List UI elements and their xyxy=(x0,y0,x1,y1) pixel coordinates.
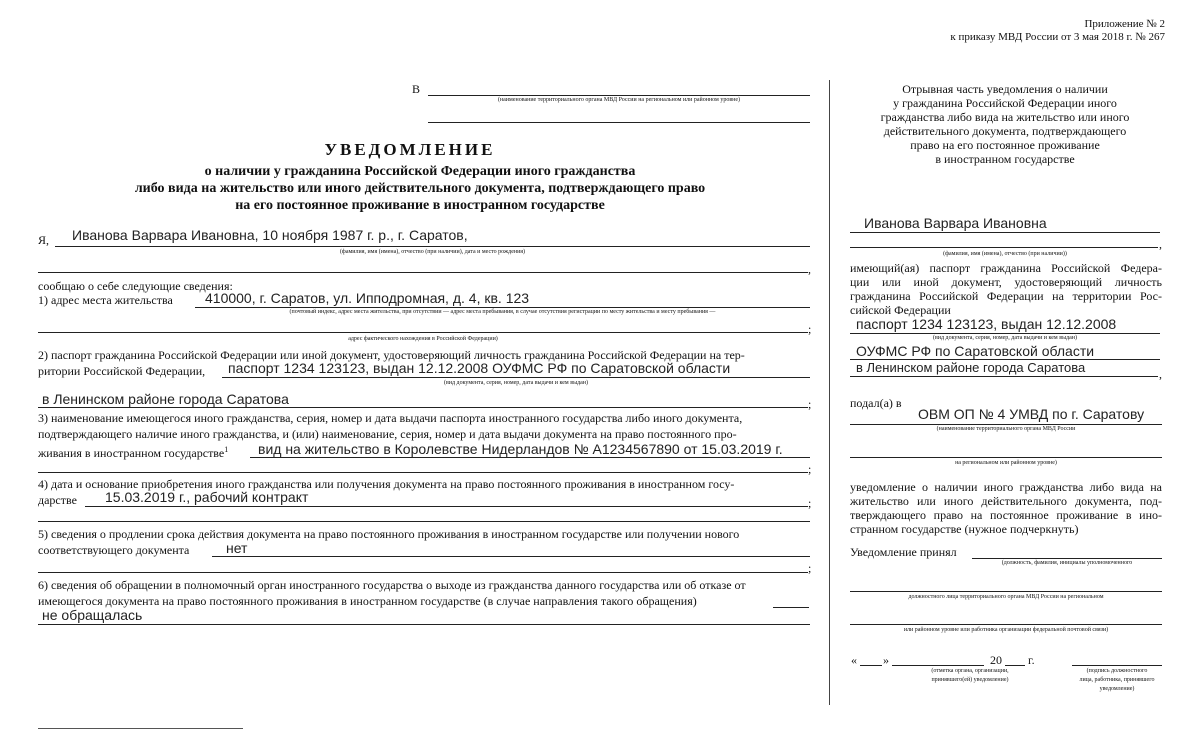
intro-text: сообщаю о себе следующие сведения: xyxy=(38,279,233,293)
item3-line-2 xyxy=(38,472,808,473)
item3-line-2: подтверждающего наличие иного гражданства, и (или) наименование, серия, номер и дата выдачи документа на право постоянного про- xyxy=(38,427,737,441)
tear-off-body-2: ции или иной документ, удостоверяющий личность xyxy=(850,275,1162,289)
tear-off-title-4: действительного документа, подтверждающего xyxy=(883,124,1127,138)
sign-caption-2: лица, работника, принявшего xyxy=(1079,677,1155,683)
addressee-prefix: В xyxy=(412,82,421,96)
date-close-quote: » xyxy=(883,653,889,667)
date-year-suffix: г. xyxy=(1028,653,1035,667)
item4-line-2: дарстве xyxy=(38,493,77,507)
tear-off-name-caption: (фамилия, имя (имена), отчество (при наличии)) xyxy=(943,251,1067,257)
tear-off-notice-4: странном государстве (нужное подчеркнуть) xyxy=(850,522,1079,536)
tear-off-submitted-caption-1: (наименование территориального органа МВД России xyxy=(936,426,1076,432)
tear-off-accepted-label: Уведомление принял xyxy=(850,545,957,559)
item2-value-2[interactable]: в Ленинском районе города Саратова xyxy=(42,391,289,407)
tear-off-issuer-comma: , xyxy=(1159,367,1162,381)
item5-line-2 xyxy=(38,572,808,573)
item4-line-2 xyxy=(38,521,810,522)
tear-off-body-1: имеющий(ая) паспорт гражданина Российской Федера- xyxy=(850,261,1162,275)
date-day-line[interactable] xyxy=(860,665,882,666)
item2-caption: (вид документа, серия, номер, дата выдачи и кем выдан) xyxy=(443,380,589,386)
form-subtitle-1: о наличии у гражданина Российской Федерации иного гражданства xyxy=(204,164,636,179)
tear-off-accepted-line-2 xyxy=(850,591,1162,592)
tear-off-body-4: сийской Федерации xyxy=(850,303,951,317)
footnote-separator xyxy=(38,728,243,729)
tear-off-title-1: Отрывная часть уведомления о наличии xyxy=(902,82,1108,96)
person-line-2 xyxy=(38,272,808,273)
addressee-line-2[interactable] xyxy=(428,122,810,123)
item3-value[interactable]: вид на жительство в Королевстве Нидерландов № A1234567890 от 15.03.2019 г. xyxy=(258,441,783,457)
item5-line-2: соответствующего документа xyxy=(38,543,190,557)
addressee-caption: (наименование территориального органа МВД России на региональном или районном уровне) xyxy=(497,97,741,103)
tear-off-submitted-caption-2: на региональном или районном уровне) xyxy=(955,460,1057,466)
tear-off-name-comma: , xyxy=(1159,237,1162,251)
item3-line-3-text: живания в иностранном государстве xyxy=(38,446,225,460)
item1-label: 1) адрес места жительства xyxy=(38,293,173,307)
item4-line xyxy=(85,506,808,507)
item2-label-1: 2) паспорт гражданина Российской Федерации или иной документ, удостоверяющий личность гражданина Российской Федерации на тер- xyxy=(38,348,745,362)
item6-line-1: 6) сведения об обращении в полномочный орган иностранного государства о выходе из гражданства данного государства или об отказе от xyxy=(38,578,746,592)
item4-value[interactable]: 15.03.2019 г., рабочий контракт xyxy=(105,489,309,505)
tear-off-body-3: гражданина Российской Федерации на территории Рос- xyxy=(850,289,1162,303)
tear-off-notice-2: жительство или иного действительного документа, под- xyxy=(850,494,1162,508)
date-month-line[interactable] xyxy=(892,665,984,666)
item5-line-1: 5) сведения о продлении срока действия документа на право постоянного проживания в иностранном государстве или получении нового xyxy=(38,527,740,541)
person-caption: (фамилия, имя (имена), отчество (при наличии), дата и место рождения) xyxy=(339,249,526,255)
sign-caption-1: (подпись должностного xyxy=(1086,668,1148,674)
item1-line-2 xyxy=(38,332,808,333)
item5-value[interactable]: нет xyxy=(226,540,248,556)
item3-line-3 xyxy=(38,443,228,460)
item1-caption1: (почтовый индекс, адрес места жительства, при отсутствии — адрес места пребывания, в случае отсутствия регистрации по месту жительства и месту пребывания — xyxy=(289,309,716,315)
signature-line[interactable] xyxy=(1072,665,1162,666)
tear-off-passport-line xyxy=(850,333,1160,334)
form-subtitle-2: либо вида на жительство или иного действительного документа, подтверждающего право xyxy=(134,181,706,196)
tear-off-separator xyxy=(829,80,830,705)
date-open-quote: « xyxy=(851,653,857,667)
item1-line xyxy=(195,307,810,308)
item2-label-2: ритории Российской Федерации, xyxy=(38,364,206,378)
tear-off-title-2: у гражданина Российской Федерации иного xyxy=(893,96,1117,110)
item5-semicolon: ; xyxy=(808,561,812,575)
tear-off-submitted-line-2 xyxy=(850,457,1162,458)
appendix-line1: Приложение № 2 xyxy=(1084,18,1165,30)
tear-off-accepted-line-3 xyxy=(850,624,1162,625)
tear-off-name-line-1 xyxy=(850,232,1160,233)
tear-off-passport-caption: (вид документа, серия, номер, дата выдачи и кем выдан) xyxy=(932,335,1078,341)
tear-off-issuer-line-2 xyxy=(850,376,1158,377)
item6-line-2: имеющегося документа на право постоянного проживания в иностранном государстве (в случае направления такого обращения) xyxy=(38,594,697,608)
item6-value[interactable]: не обращалась xyxy=(42,607,143,623)
item1-value[interactable]: 410000, г. Саратов, ул. Ипподромная, д. 4, кв. 123 xyxy=(205,290,530,306)
date-year-prefix: 20 xyxy=(990,653,1002,667)
appendix-line2: к приказу МВД России от 3 мая 2018 г. № 267 xyxy=(950,31,1165,43)
item6-line-2 xyxy=(38,624,810,625)
tear-off-passport-value[interactable]: паспорт 1234 123123, выдан 12.12.2008 xyxy=(856,316,1117,332)
tear-off-submitted-value[interactable]: ОВМ ОП № 4 УМВД по г. Саратову xyxy=(918,406,1145,422)
item1-caption2: адрес фактического нахождения в Российской Федерации) xyxy=(348,336,498,342)
tear-off-issuer-value-2[interactable]: в Ленинском районе города Саратова xyxy=(856,360,1086,375)
form-title: УВЕДОМЛЕНИЕ xyxy=(324,140,496,159)
item2-semicolon: ; xyxy=(808,397,812,411)
tear-off-accepted-caption-3: или районном уровне или работника организации федеральной почтовой связи) xyxy=(903,627,1109,633)
person-line xyxy=(55,246,810,247)
tear-off-title-3: гражданства либо вида на жительство или иного xyxy=(880,110,1130,124)
addressee-line[interactable] xyxy=(428,95,810,96)
item3-line-1: 3) наименование имеющегося иного гражданства, серия, номер и дата выдачи паспорта иностранного государства либо иного документа, xyxy=(38,411,743,425)
item3-footnote-mark: 1 xyxy=(224,445,229,454)
person-value[interactable]: Иванова Варвара Ивановна, 10 ноября 1987 г. р., г. Саратов, xyxy=(72,227,468,243)
item2-line xyxy=(222,377,810,378)
tear-off-submitted-line xyxy=(850,424,1162,425)
item5-line xyxy=(212,556,810,557)
item1-semicolon: ; xyxy=(808,322,812,336)
tear-off-name-value[interactable]: Иванова Варвара Ивановна xyxy=(864,215,1047,231)
date-year-line[interactable] xyxy=(1005,665,1025,666)
tear-off-submitted-label: подал(а) в xyxy=(850,396,902,410)
tear-off-accepted-line xyxy=(972,558,1162,559)
person-prefix: Я, xyxy=(38,233,50,247)
tear-off-accepted-caption-2: должностного лица территориального органа МВД России на региональном xyxy=(908,594,1104,600)
item6-line xyxy=(773,607,809,608)
mark-caption-1: (отметка органа, организации, xyxy=(931,668,1009,674)
tear-off-name-line-2 xyxy=(850,247,1158,248)
item2-line-2 xyxy=(38,407,808,408)
mark-caption-2: принявшего(ей) уведомление) xyxy=(931,677,1009,683)
form-subtitle-3: на его постоянное проживание в иностранном государстве xyxy=(235,198,605,213)
item2-value[interactable]: паспорт 1234 123123, выдан 12.12.2008 ОУФМС РФ по Саратовской области xyxy=(228,360,731,376)
person-comma: , xyxy=(808,262,811,276)
tear-off-issuer-value[interactable]: ОУФМС РФ по Саратовской области xyxy=(856,343,1095,359)
item3-semicolon: ; xyxy=(808,462,812,476)
item4-semicolon: ; xyxy=(808,496,812,510)
item3-line xyxy=(250,457,810,458)
sign-caption-3: уведомление) xyxy=(1099,686,1135,692)
tear-off-notice-1: уведомление о наличии иного гражданства либо вида на xyxy=(850,480,1162,494)
tear-off-accepted-caption-1: (должность, фамилия, инициалы уполномоченного xyxy=(1001,560,1133,566)
tear-off-notice-3: тверждающего право на постоянное проживание в ино- xyxy=(850,508,1162,522)
tear-off-title-5: право на его постоянное проживание xyxy=(910,138,1100,152)
item4-line-1: 4) дата и основание приобретения иного гражданства или получения документа на право постоянного проживания в иностранном госу- xyxy=(38,477,735,491)
tear-off-title-6: в иностранном государстве xyxy=(935,152,1075,166)
